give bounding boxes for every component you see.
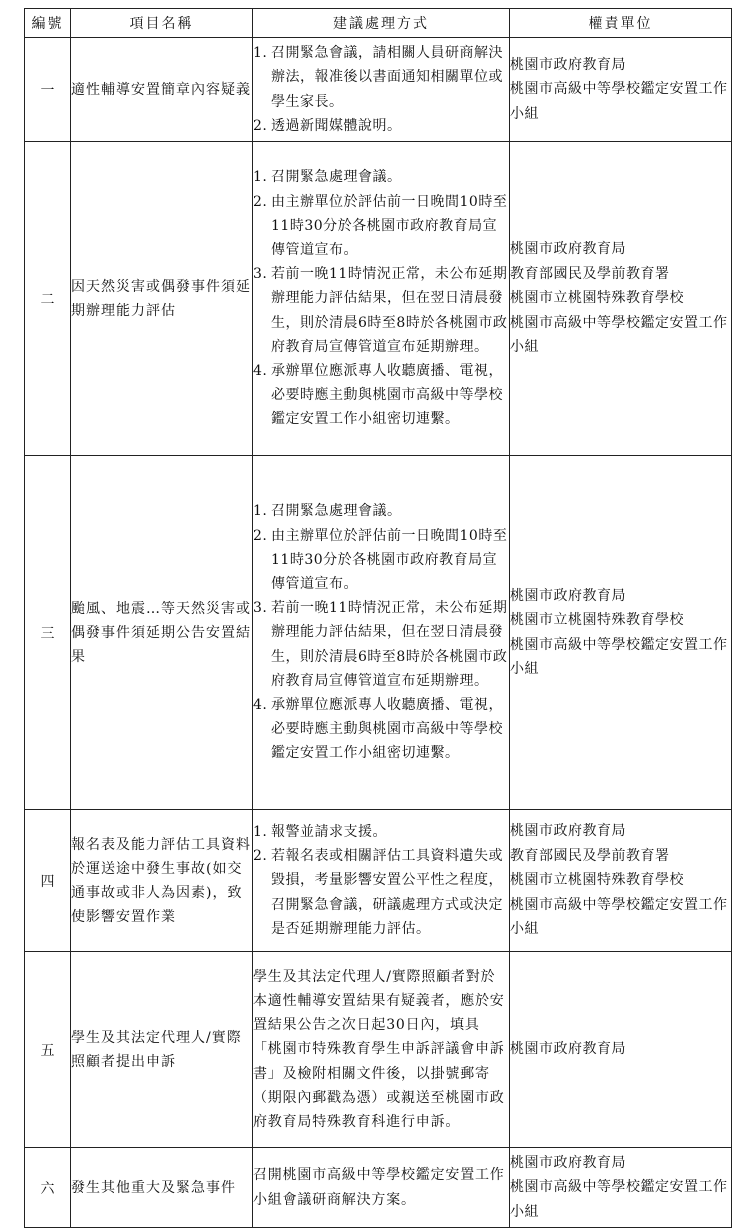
- row-number: 六: [25, 1148, 71, 1228]
- step-item: 4. 承辦單位應派專人收聽廣播、電視，必要時應主動與桃園市高級中等學校鑑定安置工作小組密切連繫。: [253, 697, 503, 762]
- item-name: 颱風、地震…等天然災害或偶發事件須延期公告安置結果: [71, 456, 253, 810]
- header-unit: 權責單位: [510, 9, 732, 38]
- step-item: 4. 承辦單位應派專人收聽廣播、電視，必要時應主動與桃園市高級中等學校鑑定安置工作小組密切連繫。: [253, 363, 503, 428]
- item-name: 因天然災害或偶發事件須延期辦理能力評估: [71, 142, 253, 456]
- unit-name: 桃園市高級中等學校鑑定安置工作小組: [510, 314, 728, 356]
- row-number: 一: [25, 38, 71, 142]
- handling-method: [253, 810, 510, 952]
- unit-name: 桃園市政府教育局: [510, 1041, 626, 1058]
- unit-name: 教育部國民及學前教育署: [510, 847, 670, 864]
- row-number: 三: [25, 456, 71, 810]
- item-name: 報名表及能力評估工具資料於運送途中發生事故(如交通事故或非人為因素)，致使影響安置作業: [71, 810, 253, 952]
- step-item: 1. 報警並請求支援。: [253, 823, 387, 840]
- table-row: [25, 810, 732, 952]
- unit-name: 桃園市高級中等學校鑑定安置工作小組: [510, 81, 728, 122]
- step-item: 3. 若前一晚11時情況正常，未公布延期辦理能力評估結果，但在翌日清晨發生，則於清晨6時至8時於各桃園市政府教育局宣傳管道宣布延期辦理。: [253, 600, 508, 689]
- responsible-units: [510, 38, 732, 142]
- table-row: [25, 456, 732, 810]
- contingency-table: [24, 8, 732, 1228]
- handling-method: [253, 456, 510, 810]
- unit-name: 桃園市高級中等學校鑑定安置工作小組: [510, 636, 728, 677]
- unit-name: 桃園市政府教育局: [510, 241, 626, 258]
- unit-name: 桃園市高級中等學校鑑定安置工作小組: [510, 896, 728, 938]
- responsible-units: [510, 810, 732, 952]
- step-item: 1. 召開緊急會議，請相關人員研商解決辦法，報准後以書面通知相關單位或學生家長。: [253, 45, 503, 110]
- unit-name: 桃園市立桃園特殊教育學校: [510, 872, 684, 889]
- unit-name: 桃園市高級中等學校鑑定安置工作小組: [510, 1179, 728, 1220]
- unit-name: 桃園市政府教育局: [510, 1154, 626, 1171]
- responsible-units: [510, 142, 732, 456]
- unit-name: 桃園市立桃園特殊教育學校: [510, 612, 684, 628]
- step-item: 2. 若報名表或相關評估工具資料遺失或毀損，考量影響安置公平性之程度，召開緊急會議，研議處理方式或決定是否延期辦理能力評估。: [253, 848, 503, 937]
- table-row: [25, 952, 732, 1148]
- step-item: 3. 若前一晚11時情況正常，未公布延期辦理能力評估結果，但在翌日清晨發生，則於清晨6時至8時於各桃園市政府教育局宣傳管道宣布延期辦理。: [253, 266, 508, 355]
- table-row: [25, 142, 732, 456]
- header-item: 項目名稱: [71, 9, 253, 38]
- header-way: 建議處理方式: [253, 9, 510, 38]
- header-num: 編號: [25, 9, 71, 38]
- item-name: 發生其他重大及緊急事件: [71, 1148, 253, 1228]
- table-row: [25, 38, 732, 142]
- responsible-units: [510, 952, 732, 1148]
- step-item: 2. 由主辦單位於評估前一日晚間10時至11時30分於各桃園市政府教育局宣傳管道宣布。: [253, 527, 508, 592]
- unit-name: 桃園市政府教育局: [510, 587, 626, 604]
- row-number: 五: [25, 952, 71, 1148]
- step-item: 1. 召開緊急處理會議。: [253, 503, 402, 520]
- responsible-units: [510, 456, 732, 810]
- handling-method: [253, 142, 510, 456]
- unit-name: 桃園市立桃園特殊教育學校: [510, 290, 684, 307]
- item-name: 適性輔導安置簡章內容疑義: [71, 38, 253, 142]
- row-number: 二: [25, 142, 71, 456]
- handling-method: 召開桃園市高級中等學校鑑定安置工作小組會議研商解決方案。: [253, 1148, 510, 1228]
- header-row: [25, 9, 732, 38]
- step-item: 2. 透過新聞媒體說明。: [253, 117, 402, 134]
- responsible-units: [510, 1148, 732, 1228]
- unit-name: 教育部國民及學前教育署: [510, 265, 670, 282]
- unit-name: 桃園市政府教育局: [510, 56, 626, 73]
- handling-method: [253, 38, 510, 142]
- step-item: 1. 召開緊急處理會議。: [253, 169, 402, 186]
- table-row: [25, 1148, 732, 1228]
- row-number: 四: [25, 810, 71, 952]
- item-name: 學生及其法定代理人/實際照顧者提出申訴: [71, 952, 253, 1148]
- unit-name: 桃園市政府教育局: [510, 823, 626, 840]
- step-item: 2. 由主辦單位於評估前一日晚間10時至11時30分於各桃園市政府教育局宣傳管道宣布。: [253, 193, 508, 258]
- handling-method: 學生及其法定代理人/實際照顧者對於本適性輔導安置結果有疑義者，應於安置結果公告之次日起30日內，填具「桃園市特殊教育學生申訴評議會申訴書」及檢附相關文件後，以掛號郵寄（期限內郵戳為憑）或親送至桃園市政府教育局特殊教育科進行申訴。: [253, 952, 510, 1148]
